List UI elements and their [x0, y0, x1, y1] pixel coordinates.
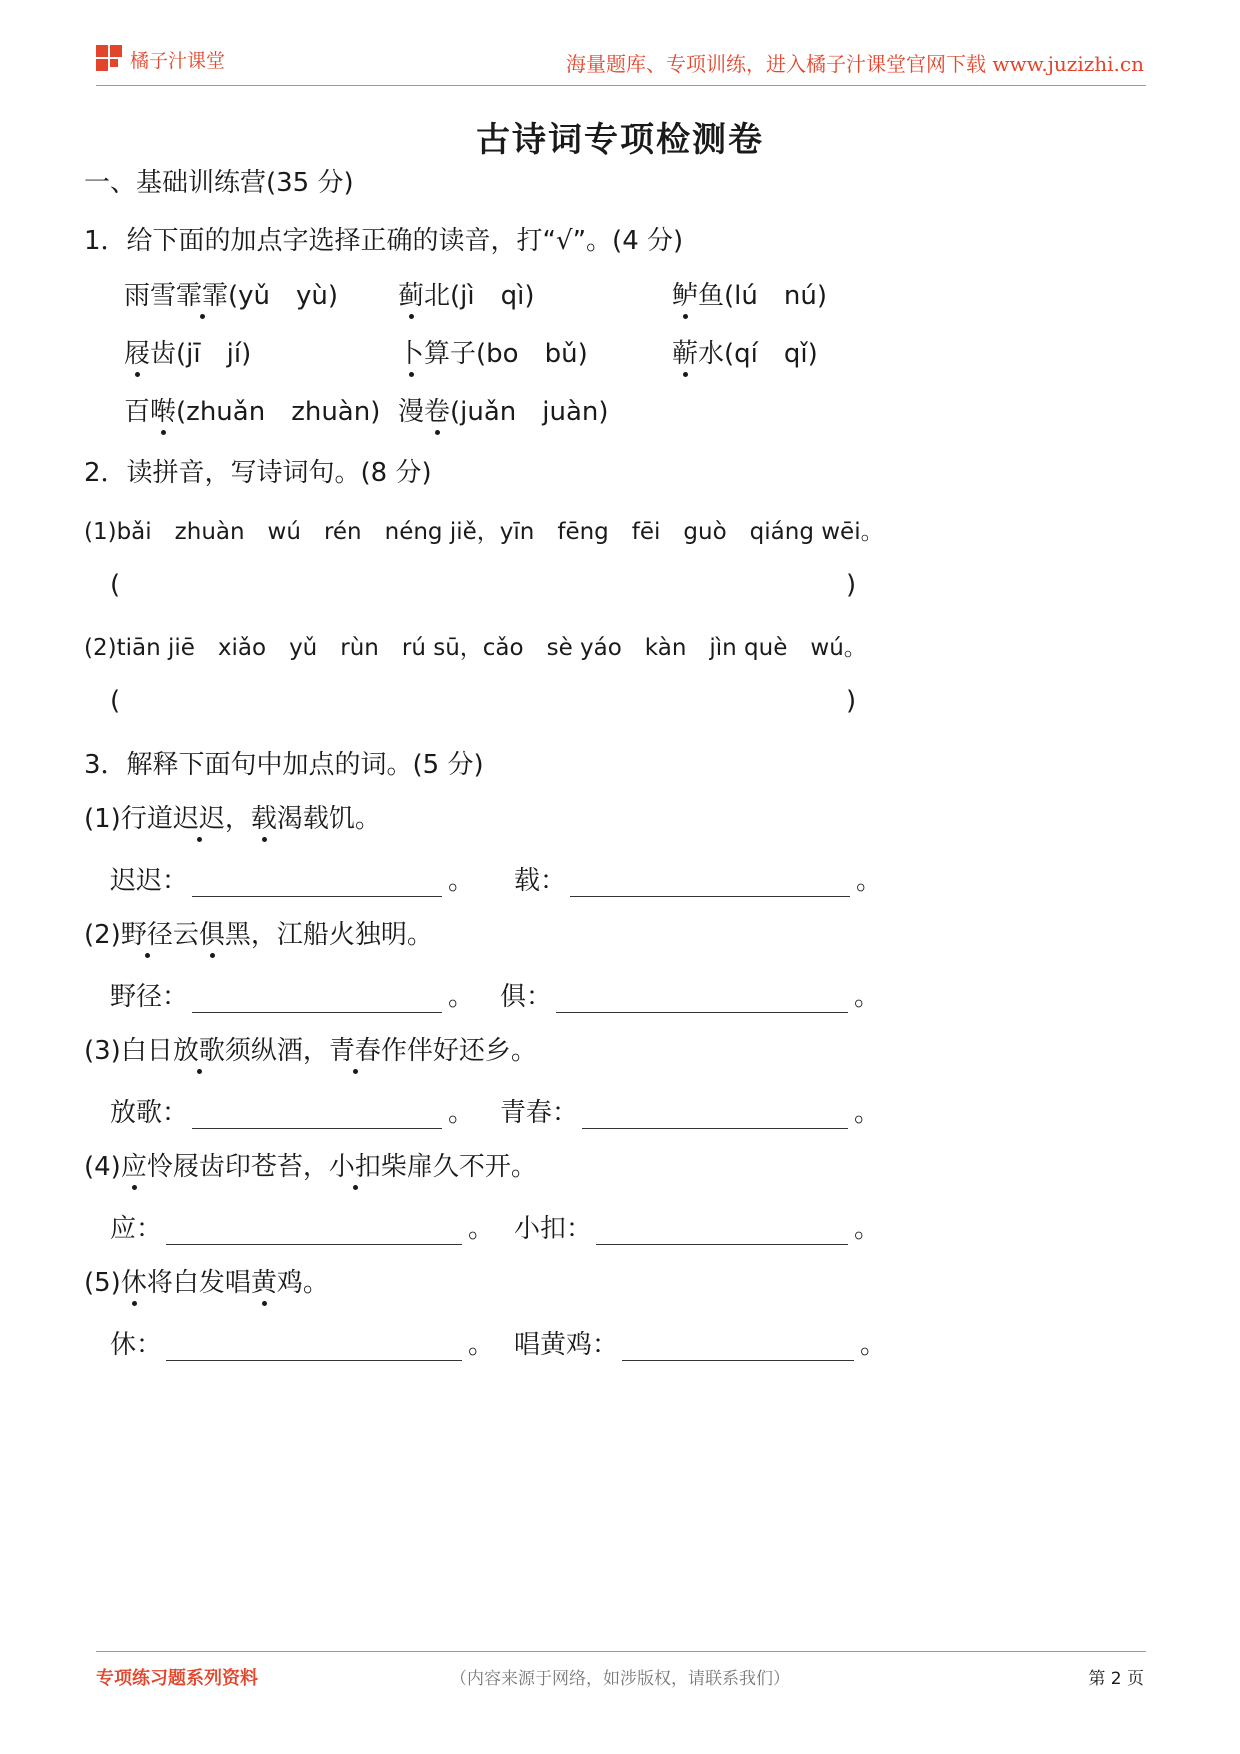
logo-icon — [96, 45, 124, 73]
pinyin-line-1: (1)bǎi zhuàn wú rén néng jiě，yīn fēng fēi guò qiáng wēi。 — [84, 519, 884, 545]
answer-field-1[interactable] — [120, 560, 840, 602]
q3-sentence-4: (4)应怜屐齿印苍苔，小扣柴扉久不开。 — [84, 1146, 537, 1183]
question-1-stem: 1．给下面的加点字选择正确的读音，打“√”。(4 分) — [84, 226, 684, 256]
answer-blank[interactable] — [166, 1218, 462, 1245]
q1-item: 漫卷(juǎn juàn) — [398, 391, 609, 428]
header-slogan: 海量题库、专项训练，进入橘子汁课堂官网下载 www.juzizhi.cn — [566, 52, 1144, 76]
q3-answer-row-1b: 载： 。 — [514, 866, 883, 896]
header-divider — [96, 85, 1146, 86]
answer-blank[interactable] — [596, 1218, 848, 1245]
q3-sentence-3: (3)白日放歌须纵酒，青春作伴好还乡。 — [84, 1030, 537, 1067]
footer-divider — [96, 1651, 1146, 1652]
q1-item: 卜算子(bo bǔ) — [398, 333, 588, 370]
q1-item: 蓟北(jì qì) — [398, 275, 535, 312]
answer-field-2[interactable] — [120, 676, 840, 718]
footer-copyright-note: （内容来源于网络，如涉版权，请联系我们） — [450, 1669, 790, 1689]
question-3-stem: 3．解释下面句中加点的词。(5 分) — [84, 750, 484, 780]
answer-paren-open: ( — [110, 570, 121, 600]
answer-blank[interactable] — [192, 1102, 442, 1129]
q1-item: 百啭(zhuǎn zhuàn) — [124, 391, 380, 428]
answer-blank[interactable] — [192, 986, 442, 1013]
q1-item: 蕲水(qí qǐ) — [672, 333, 818, 370]
pinyin-line-2: (2)tiān jiē xiǎo yǔ rùn rú sū，cǎo sè yáo kàn jìn què wú。 — [84, 635, 867, 661]
answer-blank[interactable] — [556, 986, 848, 1013]
q3-answer-row-1: 迟迟： 。 — [110, 866, 475, 896]
q3-answer-row-3b: 青春： 。 — [500, 1098, 881, 1128]
q3-answer-row-3: 放歌： 。 — [110, 1098, 475, 1128]
page-number: 第 2 页 — [1088, 1669, 1144, 1689]
page-title: 古诗词专项检测卷 — [476, 120, 764, 160]
q3-answer-row-5b: 唱黄鸡： 。 — [514, 1330, 887, 1360]
question-2-stem: 2．读拼音，写诗词句。(8 分) — [84, 458, 432, 488]
q1-item: 鲈鱼(lú nú) — [672, 275, 827, 312]
q3-answer-row-4b: 小扣： 。 — [514, 1214, 881, 1244]
answer-paren-open: ( — [110, 686, 121, 716]
q3-answer-row-4: 应： 。 — [110, 1214, 495, 1244]
q1-item: 雨雪霏霏(yǔ yù) — [124, 275, 338, 312]
logo-text: 橘子汁课堂 — [130, 49, 226, 72]
q3-sentence-5: (5)休将白发唱黄鸡。 — [84, 1262, 329, 1299]
logo — [96, 44, 225, 74]
footer-series-label: 专项练习题系列资料 — [96, 1668, 258, 1689]
answer-blank[interactable] — [570, 870, 850, 897]
q3-sentence-2: (2)野径云俱黑，江船火独明。 — [84, 914, 433, 951]
q3-answer-row-5: 休： 。 — [110, 1330, 495, 1360]
answer-blank[interactable] — [622, 1334, 854, 1361]
section-heading: 一、基础训练营(35 分) — [84, 168, 354, 198]
q1-item: 屐齿(jī jí) — [124, 333, 251, 370]
answer-paren-close: ) — [846, 570, 857, 600]
q3-answer-row-2: 野径： 。 — [110, 982, 475, 1012]
answer-blank[interactable] — [582, 1102, 848, 1129]
answer-paren-close: ) — [846, 686, 857, 716]
answer-blank[interactable] — [166, 1334, 462, 1361]
answer-blank[interactable] — [192, 870, 442, 897]
q3-answer-row-2b: 俱： 。 — [500, 982, 881, 1012]
q3-sentence-1: (1)行道迟迟，载渴载饥。 — [84, 798, 381, 835]
